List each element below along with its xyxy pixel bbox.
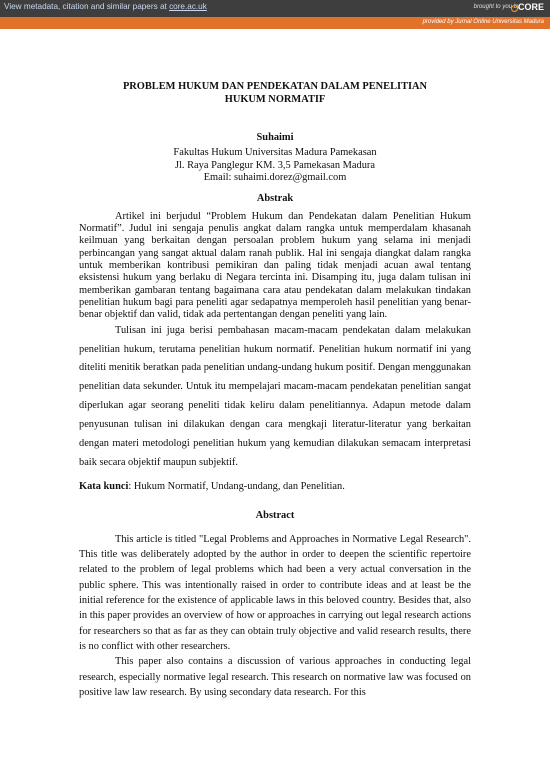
- paper-page: [79, 80, 471, 700]
- author-name: Suhaimi: [256, 132, 294, 143]
- core-label[interactable]: CORE: [517, 2, 544, 12]
- provided-by-label[interactable]: provided by Jurnal Online Universitas Madura: [422, 19, 544, 25]
- title-line-2: HUKUM NORMATIF: [224, 94, 326, 105]
- address: Jl. Raya Panglegur KM. 3,5 Pamekasan Madura: [175, 159, 375, 171]
- abstrak-paragraph-2: Tulisan ini juga berisi pembahasan macam-macam pendekatan dalam melakukan penelitian hukum, terutama penelitian hukum normatif. Penelitian hukum normatif ini yang diteliti menitik beratkan pada penelitian undang-undang hukum positif. Dengan menggunakan penelitian data sekunder. Untuk itu mempelajari macam-macam pendekatan penelitian sangat diperlukan agar seorang peneliti tidak keliru dalam penelitiannya. Adapun metode dalam penyusunan tulisan ini dilakukan dengan cara mengkaji literatur-literatur yang berkaitan dengan materi metodologi penelitian hukum yang kemudian dilakukan semacam interpretasi baik secara objektif maupun subjektif.: [79, 324, 471, 468]
- abstract-paragraph-2: This paper also contains a discussion of various approaches in conducting legal research, especially normative legal research. This research on normative law was focused on positive law law research. By using secondary data research. For this: [79, 656, 471, 698]
- abstrak-paragraph-1: Artikel ini berjudul “Problem Hukum dan Pendekatan dalam Penelitian Hukum Normatif”. Judul ini sengaja penulis angkat dalam rangka untuk memperdalam khasanah keilmuan yang berkaitan dengan persoalan problem hukum yang selama ini menjadi perbincangan yang sangat aktual dalam ranah publik. Hal ini sengaja diangkat dalam rangka untuk memberikan kontribusi pemikiran dan paling tidak menjadi acuan awal tentang eksistensi hukum yang berlaku di Negara tercinta ini. Disamping itu, juga dalam tulisan ini memberikan gambaran tentang bagaimana cara atau pendekatan dalam melakukan tindakan penelitian hukum bagi para peneliti agar sedapatnya memperoleh hasil penelitian yang benar-benar objektif dan valid, tidak ada pertentangan dengan peneliti yang lain.: [79, 210, 471, 321]
- core-banner: [0, 0, 550, 17]
- keywords-label: Kata kunci: [79, 480, 129, 492]
- title-line-1: PROBLEM HUKUM DAN PENDEKATAN DALAM PENELITIAN: [122, 81, 428, 92]
- provider-bar: [0, 17, 550, 29]
- keywords: [79, 481, 471, 493]
- metadata-link-prefix[interactable]: View metadata, citation and similar papers at: [4, 2, 170, 11]
- abstrak-heading: Abstrak: [256, 192, 294, 204]
- core-site-link[interactable]: core.ac.uk: [169, 2, 207, 11]
- affiliation: Fakultas Hukum Universitas Madura Pamekasan: [173, 147, 377, 158]
- abstract-paragraph-1: This article is titled "Legal Problems and Approaches in Normative Legal Research". This title was deliberately adopted by the author in order to deepen the scientific repertoire related to the problem of legal problems which had been a very actual conversation in the public sphere. This was intentionally raised in order to contribute ideas and at least be the initial reference for the existence of applicable laws in this beloved country. Besides that, also in this paper provides an overview of how or approaches in carrying out legal research actions for researchers so that as far as they can obtain truly objective and valid research results, there is no conflict with other researchers.: [79, 533, 471, 652]
- email: Email: suhaimi.dorez@gmail.com: [203, 172, 347, 183]
- author-affiliation: [79, 147, 471, 185]
- keywords-text: : Hukum Normatif, Undang-undang, dan Penelitian.: [128, 480, 345, 492]
- core-logo-icon: [511, 5, 518, 12]
- brought-by-label: brought to you by: [473, 4, 520, 10]
- abstract-heading: Abstract: [255, 509, 295, 521]
- paper-title: [79, 80, 471, 106]
- metadata-link[interactable]: [4, 2, 207, 11]
